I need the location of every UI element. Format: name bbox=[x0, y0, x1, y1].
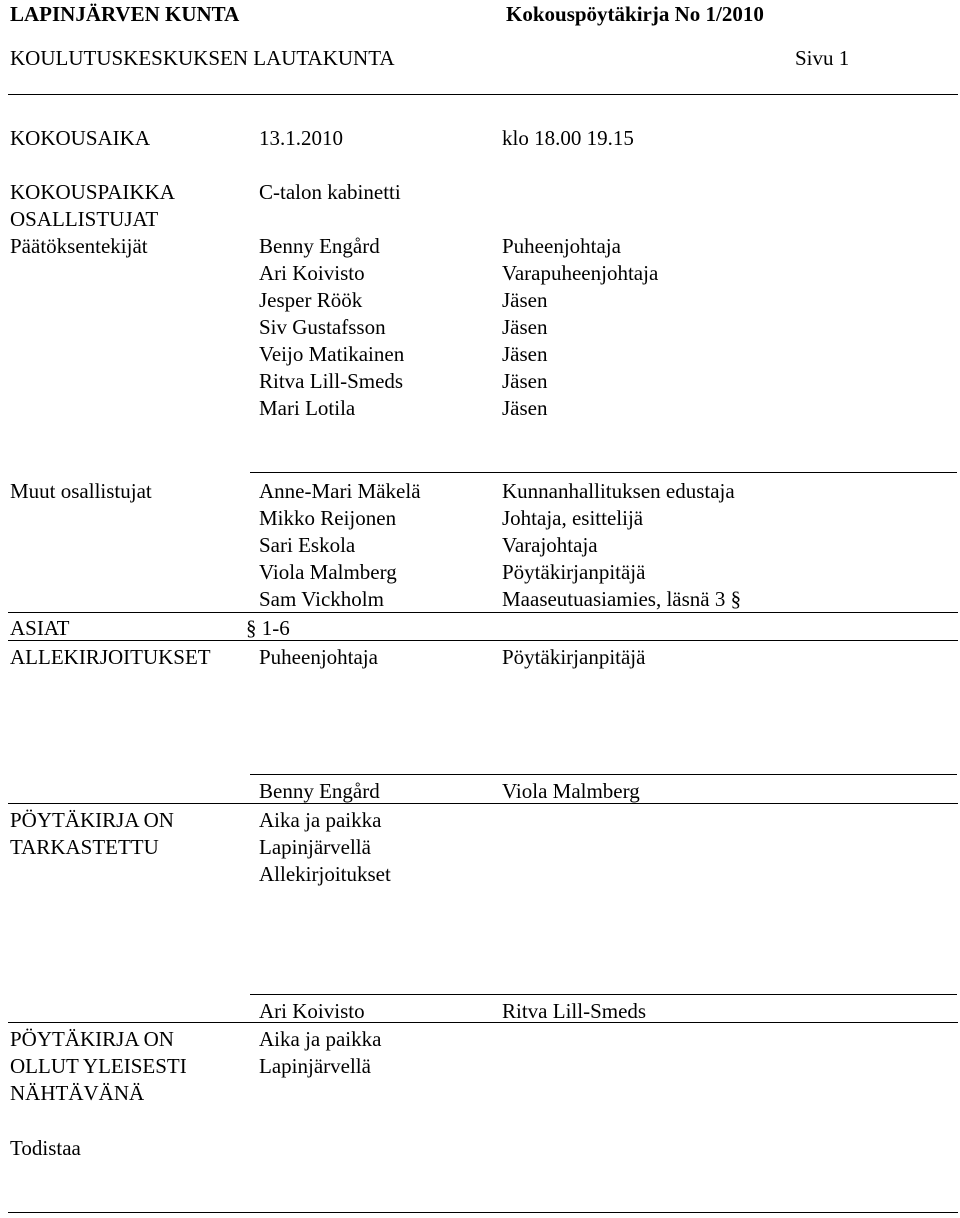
other-role: Pöytäkirjanpitäjä bbox=[502, 560, 646, 584]
checked-time-place: Aika ja paikka bbox=[259, 808, 382, 832]
member-name: Benny Engård bbox=[259, 234, 380, 258]
member-role: Puheenjohtaja bbox=[502, 234, 621, 258]
others-divider bbox=[250, 472, 957, 473]
doc-title: Kokouspöytäkirja No 1/2010 bbox=[506, 2, 764, 26]
member-name: Ari Koivisto bbox=[259, 261, 365, 285]
checker1-name: Ari Koivisto bbox=[259, 999, 365, 1023]
page-number: Sivu 1 bbox=[795, 46, 850, 70]
member-role: Jäsen bbox=[502, 396, 548, 420]
header-divider bbox=[8, 94, 958, 95]
meeting-place-label: KOKOUSPAIKKA bbox=[10, 180, 175, 204]
public-label-line2: OLLUT YLEISESTI bbox=[10, 1054, 187, 1078]
meeting-time-label: KOKOUSAIKA bbox=[10, 126, 150, 150]
participants-label: OSALLISTUJAT bbox=[10, 207, 159, 231]
member-name: Siv Gustafsson bbox=[259, 315, 386, 339]
other-name: Sari Eskola bbox=[259, 533, 356, 557]
other-name: Mikko Reijonen bbox=[259, 506, 397, 530]
public-time-place: Aika ja paikka bbox=[259, 1027, 382, 1051]
chair-name: Benny Engård bbox=[259, 779, 380, 803]
other-name: Anne-Mari Mäkelä bbox=[259, 479, 421, 503]
other-role: Maaseutuasiamies, läsnä 3 § bbox=[502, 587, 742, 611]
signatures-label: ALLEKIRJOITUKSET bbox=[10, 645, 211, 669]
public-label-line3: NÄHTÄVÄNÄ bbox=[10, 1081, 145, 1105]
public-divider bbox=[8, 1022, 958, 1023]
committee-name: KOULUTUSKESKUKSEN LAUTAKUNTA bbox=[10, 46, 395, 70]
member-role: Jäsen bbox=[502, 369, 548, 393]
member-name: Veijo Matikainen bbox=[259, 342, 405, 366]
checker-signature-line bbox=[250, 994, 957, 995]
member-role: Jäsen bbox=[502, 288, 548, 312]
secretary-name: Viola Malmberg bbox=[502, 779, 640, 803]
member-name: Jesper Röök bbox=[259, 288, 363, 312]
org-name: LAPINJÄRVEN KUNTA bbox=[10, 2, 240, 26]
certify-label: Todistaa bbox=[10, 1136, 81, 1160]
meeting-date: 13.1.2010 bbox=[259, 126, 343, 150]
meeting-time: klo 18.00 19.15 bbox=[502, 126, 634, 150]
member-role: Varapuheenjohtaja bbox=[502, 261, 659, 285]
decision-makers-label: Päätöksentekijät bbox=[10, 234, 148, 258]
checked-location: Lapinjärvellä bbox=[259, 835, 371, 859]
checked-divider bbox=[8, 803, 958, 804]
secretary-label: Pöytäkirjanpitäjä bbox=[502, 645, 646, 669]
checked-label-line1: PÖYTÄKIRJA ON bbox=[10, 808, 174, 832]
meeting-place: C-talon kabinetti bbox=[259, 180, 401, 204]
member-role: Jäsen bbox=[502, 342, 548, 366]
items-label: ASIAT bbox=[10, 616, 70, 640]
items-value: § 1-6 bbox=[246, 616, 290, 640]
items-divider-bottom bbox=[8, 640, 958, 641]
chair-label: Puheenjohtaja bbox=[259, 645, 378, 669]
public-label-line1: PÖYTÄKIRJA ON bbox=[10, 1027, 174, 1051]
checked-label-line2: TARKASTETTU bbox=[10, 835, 159, 859]
member-name: Mari Lotila bbox=[259, 396, 356, 420]
member-role: Jäsen bbox=[502, 315, 548, 339]
others-label: Muut osallistujat bbox=[10, 479, 152, 503]
checker2-name: Ritva Lill-Smeds bbox=[502, 999, 647, 1023]
signature-line bbox=[250, 774, 957, 775]
other-role: Varajohtaja bbox=[502, 533, 598, 557]
public-location: Lapinjärvellä bbox=[259, 1054, 371, 1078]
other-role: Johtaja, esittelijä bbox=[502, 506, 644, 530]
footer-divider bbox=[8, 1212, 958, 1213]
member-name: Ritva Lill-Smeds bbox=[259, 369, 404, 393]
other-name: Sam Vickholm bbox=[259, 587, 384, 611]
other-name: Viola Malmberg bbox=[259, 560, 397, 584]
checked-signatures: Allekirjoitukset bbox=[259, 862, 391, 886]
other-role: Kunnanhallituksen edustaja bbox=[502, 479, 735, 503]
items-divider-top bbox=[8, 612, 958, 613]
